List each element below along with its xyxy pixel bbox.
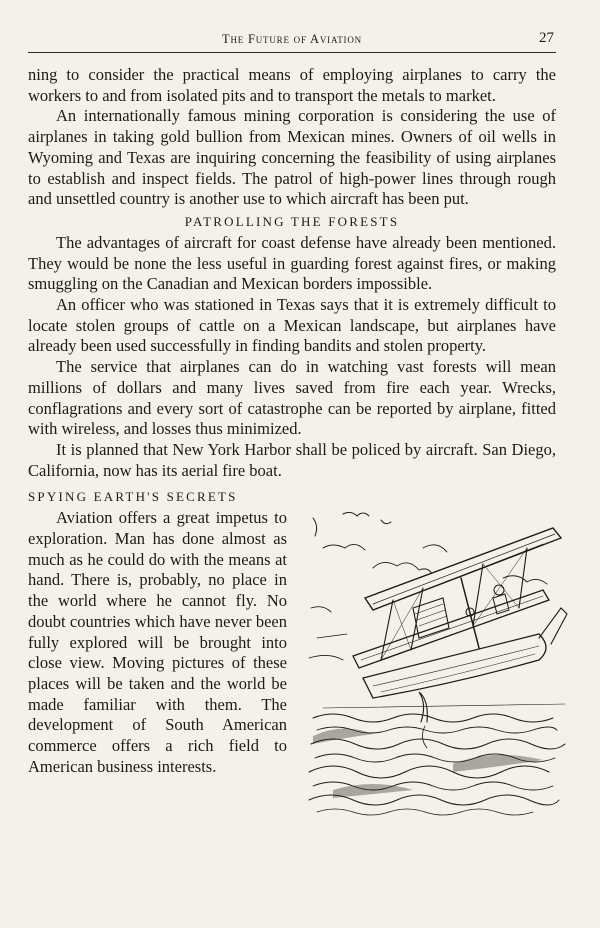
section-heading: PATROLLING THE FORESTS [184, 213, 400, 229]
paragraph-mining: An internationally famous mining corporation is considering the use of airplanes in taking gold bullion from Mexican mines. Owners of oil wells in Wyoming and Texas are inquiring concerning the feasibility of using airplanes to establish and inspect fields. The patrol of high-power lines through rough and unsettled country is another use to which aircraft has been put. [28, 106, 556, 209]
seaplane-over-waves-illustration [303, 508, 573, 818]
sub-heading: SPYING EARTH'S SECRETS [28, 489, 238, 505]
paragraph-forests: The service that airplanes can do in watching vast forests will mean millions of dollars and many lives saved from fire each year. Wrecks, conflagrations and every sort of catastrophe can be reported by airplane, fitted with wireless, and losses thus minimized. [28, 357, 556, 439]
running-title: The Future of Aviation [222, 32, 362, 46]
wrap-area [28, 508, 556, 777]
page-number: 27 [539, 30, 554, 46]
paragraph-continued: ning to consider the practical means of employing airplanes to carry the workers to and from isolated pits and to transport the metals to market. [28, 65, 556, 105]
paragraph-harbor: It is planned that New York Harbor shall be policed by aircraft. San Diego, California, now has its aerial fire boat. [28, 439, 556, 480]
paragraph-exploration: Aviation offers a great impetus to exploration. Man has done almost as much as he could do with the means at hand. There is, probably, no place in the world where he cannot fly. No doubt countries which have never been fully explored will be brought into close view. Moving pictures of these places will be taken and the world be made familiar with them. The development of South American commerce offers a rich field to American business interests. [28, 508, 287, 776]
narrow-column [28, 508, 287, 777]
running-header [28, 30, 556, 53]
paragraph-cattle: An officer who was stationed in Texas says that it is extremely difficult to locate stolen groups of cattle on a Mexican landscape, but airplanes have already been used successfully in finding bandits and stolen property. [28, 295, 556, 356]
body-text [28, 65, 556, 778]
paragraph-coast-defense: The advantages of aircraft for coast defense have already been mentioned. They would be none the less useful in guarding forest against fires, or making smuggling on the Canadian and Mexican borders impossible. [28, 232, 556, 294]
